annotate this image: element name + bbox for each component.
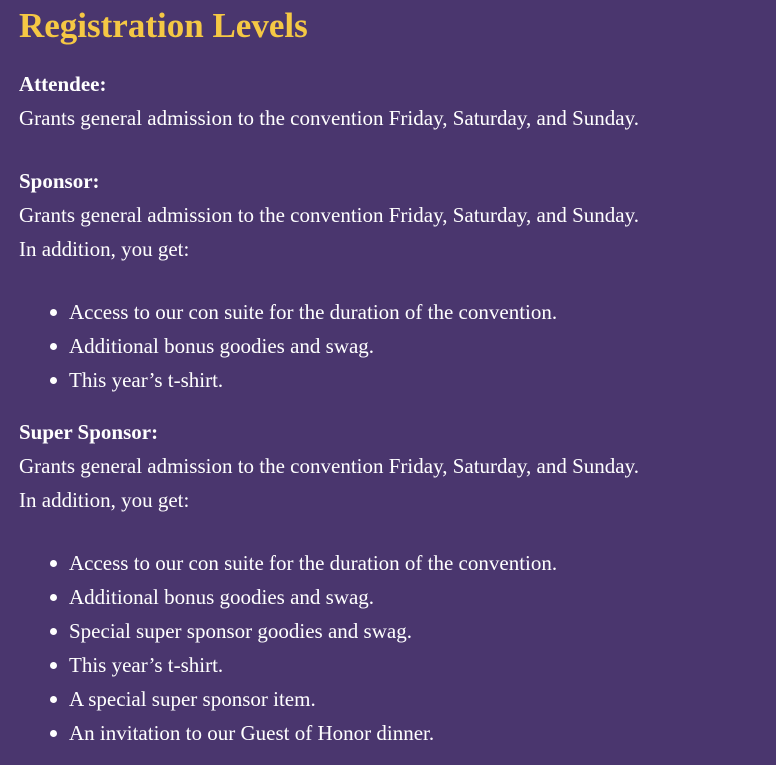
list-item (69, 614, 757, 648)
list-item (69, 682, 757, 716)
list-item (69, 363, 757, 397)
level-description: Grants general admission to the convention Friday, Saturday, and Sunday. (19, 106, 639, 130)
list-item (69, 716, 757, 750)
list-item (69, 546, 757, 580)
perk-text: This year’s t-shirt. (69, 368, 224, 392)
list-item (69, 329, 757, 363)
level-attendee (19, 68, 757, 135)
level-sponsor (19, 165, 757, 397)
list-item (69, 580, 757, 614)
bullet-icon (50, 696, 57, 703)
level-name: Sponsor: (19, 169, 100, 193)
perk-text: This year’s t-shirt. (69, 653, 224, 677)
bullet-icon (50, 377, 57, 384)
level-super-sponsor (19, 416, 757, 750)
bullet-icon (50, 730, 57, 737)
list-item (69, 295, 757, 329)
perk-text: Additional bonus goodies and swag. (69, 334, 375, 358)
level-name: Attendee: (19, 72, 107, 96)
page-title: Registration Levels (19, 6, 308, 45)
bullet-icon (50, 560, 57, 567)
bullet-icon (50, 594, 57, 601)
level-description: Grants general admission to the convention Friday, Saturday, and Sunday. (19, 203, 639, 227)
perk-list (19, 295, 757, 397)
bullet-icon (50, 309, 57, 316)
bullet-icon (50, 343, 57, 350)
perk-text: Special super sponsor goodies and swag. (69, 619, 412, 643)
perk-text: Access to our con suite for the duration of the convention. (69, 300, 558, 324)
perk-text: Additional bonus goodies and swag. (69, 585, 375, 609)
perk-text: Access to our con suite for the duration of the convention. (69, 551, 558, 575)
bullet-icon (50, 628, 57, 635)
perk-list (19, 546, 757, 750)
list-item (69, 648, 757, 682)
bullet-icon (50, 662, 57, 669)
level-intro: In addition, you get: (19, 488, 190, 512)
perk-text: An invitation to our Guest of Honor dinner. (69, 721, 435, 745)
level-intro: In addition, you get: (19, 237, 190, 261)
perk-text: A special super sponsor item. (69, 687, 316, 711)
level-name: Super Sponsor: (19, 420, 159, 444)
level-description: Grants general admission to the convention Friday, Saturday, and Sunday. (19, 454, 639, 478)
